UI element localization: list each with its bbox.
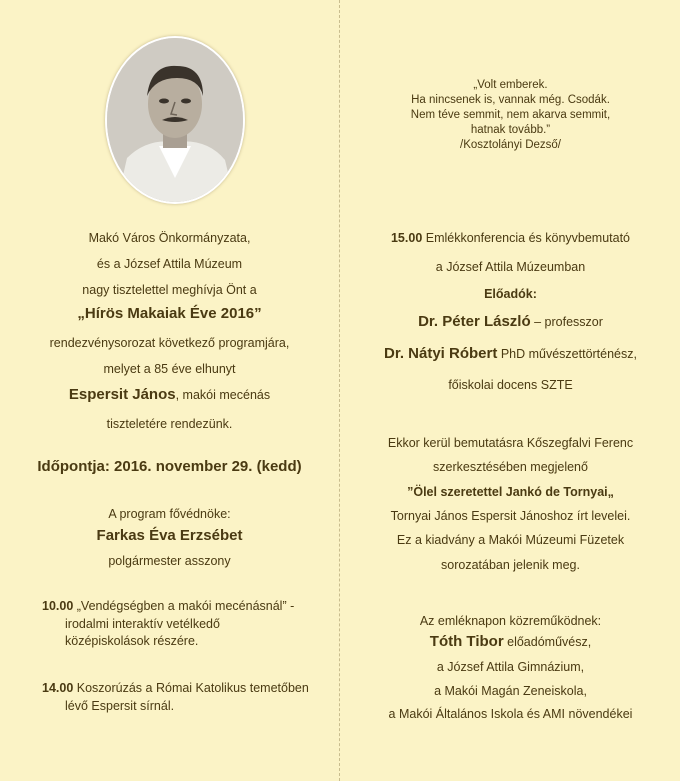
intro-line-3: nagy tisztelettel meghívja Önt a [82, 283, 257, 297]
speaker-1 [341, 314, 680, 330]
date-line: Időpontja: 2016. november 29. (kedd) [37, 458, 302, 475]
contrib-line-3: a Makói Általános Iskola és AMI növendékei [388, 707, 633, 721]
patron-name: Farkas Éva Erzsébet [96, 527, 243, 544]
program-2 [42, 680, 309, 715]
right-panel [341, 0, 680, 781]
contrib-line-2: a Makói Magán Zeneiskola, [434, 684, 587, 698]
program-1-line-3: középiskolások részére. [65, 634, 199, 648]
invite-line-1: rendezvénysorozat következő programjára, [49, 336, 290, 350]
performer-line [341, 634, 680, 650]
honoree-suffix: , makói mecénás [175, 388, 271, 402]
patron-label: A program fővédnöke: [108, 507, 231, 521]
portrait-photo [105, 36, 245, 204]
honor-line: tiszteletére rendezünk. [106, 417, 233, 431]
portrait-icon [107, 38, 243, 202]
book-line-3: Tornyai János Espersit Jánoshoz írt levelei. [390, 509, 631, 523]
fold-line [339, 0, 340, 781]
program-1 [42, 598, 294, 651]
book-line-4: Ez a kiadvány a Makói Múzeumi Füzetek [396, 533, 625, 547]
quote-line-3: Nem téve semmit, nem akarva semmit, [410, 109, 611, 121]
honoree-name: Espersit János [68, 386, 176, 403]
book-line-5: sorozatában jelenik meg. [441, 558, 580, 572]
program-2-line-2: lévő Espersit sírnál. [65, 698, 175, 713]
book-title: ”Ölel szeretettel Jankó de Tornyai„ [407, 485, 614, 499]
program-2-time: 14.00 [42, 681, 74, 695]
honoree-line [0, 387, 339, 403]
conference-text: Emlékkonferencia és könyvbemutató [422, 231, 631, 245]
intro-line-1: Makó Város Önkormányzata, [88, 231, 251, 245]
speaker-2 [341, 346, 680, 362]
patron-title: polgármester asszony [108, 554, 231, 568]
conference-place: a József Attila Múzeumban [435, 260, 586, 274]
quote-attribution: /Kosztolányi Dezső/ [460, 139, 561, 151]
book-line-2: szerkesztésében megjelenő [433, 460, 588, 474]
performer-name: Tóth Tibor [429, 633, 504, 650]
program-1-time: 10.00 [42, 599, 74, 613]
quote-line-4: hatnak tovább.” [470, 124, 551, 136]
program-2-text: Koszorúzás a Római Katolikus temetőben [73, 681, 309, 695]
speaker-1-name: Dr. Péter László [418, 313, 531, 330]
speaker-2-name: Dr. Nátyi Róbert [383, 345, 498, 362]
invite-line-2: melyet a 85 éve elhunyt [103, 362, 236, 376]
intro-line-2: és a József Attila Múzeum [96, 257, 243, 271]
quote-line-1: „Volt emberek. [473, 79, 548, 91]
event-title: „Hírös Makaiak Éve 2016” [77, 305, 262, 322]
book-line-1: Ekkor kerül bemutatásra Kőszegfalvi Ferenc [387, 436, 634, 450]
conference-time: 15.00 [390, 231, 423, 245]
left-panel [0, 0, 339, 781]
quote-line-2: Ha nincsenek is, vannak még. Csodák. [411, 94, 610, 106]
program-1-line-2: irodalmi interaktív vetélkedő [65, 616, 220, 631]
speakers-label: Előadók: [484, 287, 537, 301]
contrib-line-1: a József Attila Gimnázium, [436, 660, 585, 674]
program-1-text: „Vendégségben a makói mecénásnál” - [73, 599, 295, 613]
speaker-1-role: – professzor [530, 315, 603, 329]
conference-line [341, 230, 680, 246]
performer-role: előadóművész, [503, 635, 592, 649]
speaker-2-role-line-2: főiskolai docens SZTE [448, 378, 573, 392]
speaker-2-role: PhD művészettörténész, [497, 347, 637, 361]
quote-block [341, 78, 680, 153]
contrib-label: Az emléknapon közreműködnek: [419, 614, 602, 628]
